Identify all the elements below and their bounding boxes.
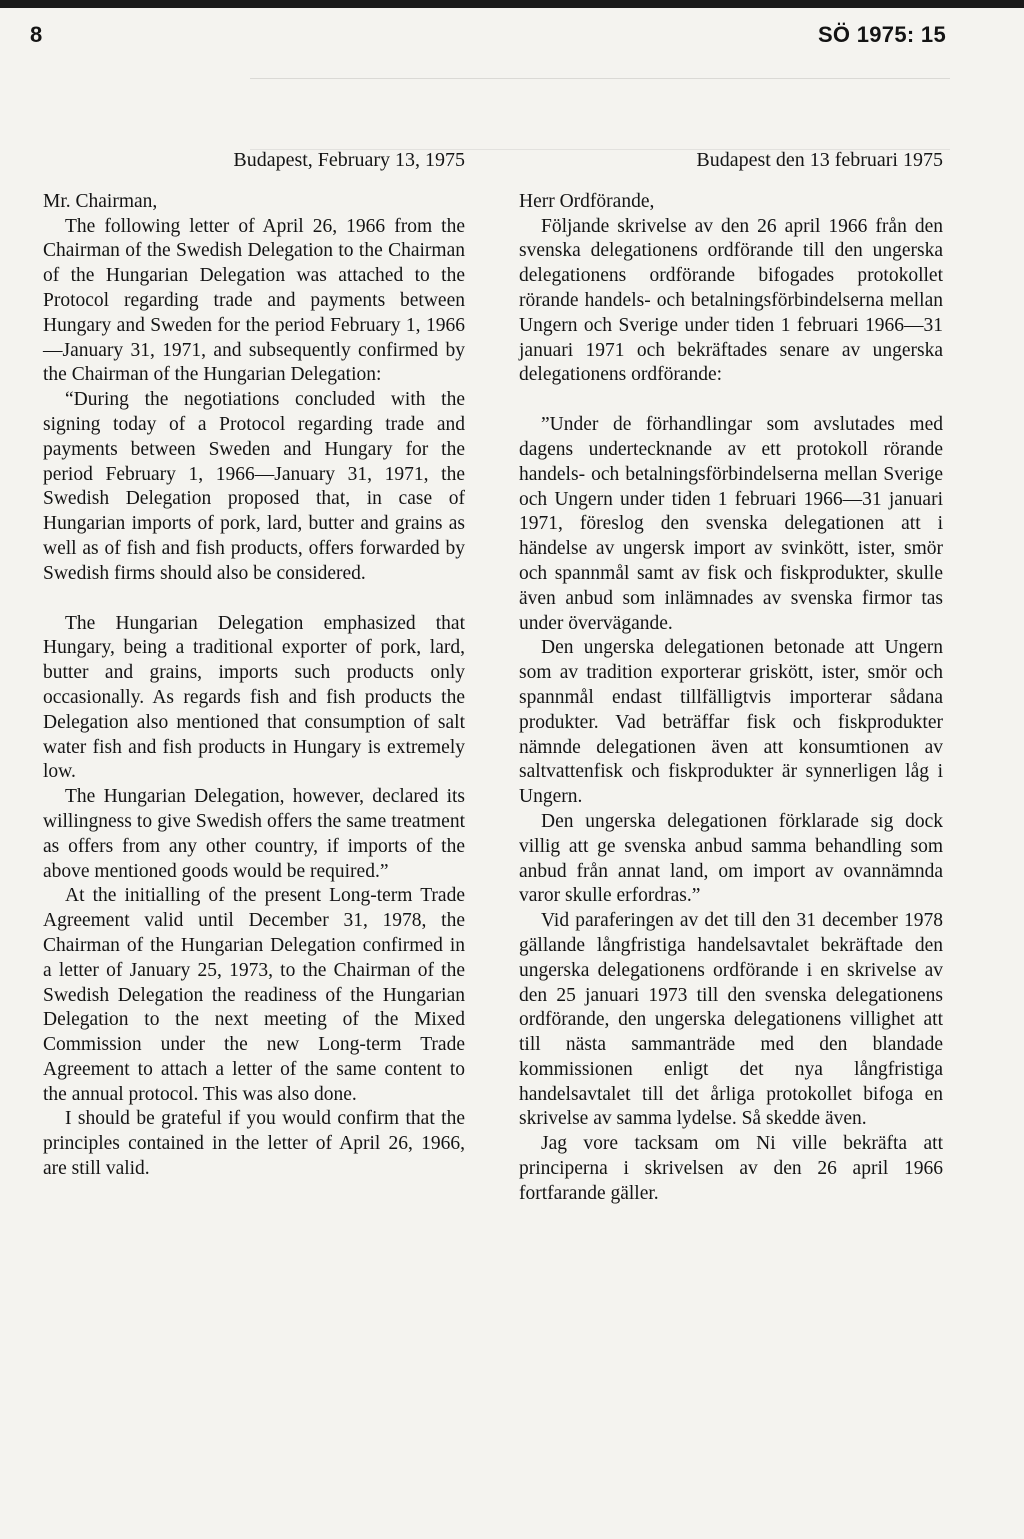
paragraph-gap <box>43 587 465 612</box>
english-closing-paragraph: I should be grateful if you would confirm that the principles contained in the letter of April 26, 1966, are still valid. <box>43 1108 465 1180</box>
english-salutation: Mr. Chairman, <box>43 190 158 212</box>
swedish-dateline: Budapest den 13 februari 1975 <box>696 149 943 171</box>
english-quoted-paragraph: “During the negotiations concluded with the signing today of a Protocol regarding trade and payments between Sweden and Hungary for the period February 1, 1966—January 31, 1971, the Swedish Delegation proposed that, in case of Hungarian imports of pork, lard, butter and grains as well as of fish and fish products, offers forwarded by Swedish firms should also be considered. <box>43 389 465 584</box>
english-quoted-paragraph: The Hungarian Delegation emphasized that Hungary, being a traditional exporter of pork, lard, butter and grains, imports such products only occasionally. As regards fish and fish products the Delegation also mentioned that consumption of salt water fish and fish products in Hungary is extremely low. <box>43 612 465 783</box>
swedish-quoted-paragraph: Den ungerska delegationen betonade att Ungern som av tradition exporterar griskött, ister, smör och spannmål endast tillfälligtvis importerar sådana produkter. Vad beträffar fisk och fiskprodukter nämnde delegationen även att konsumtionen av saltvattenfisk och fiskprodukter är synnerligen låg i Ungern. <box>519 637 943 808</box>
top-border-rule <box>0 0 1024 8</box>
swedish-paragraph: Vid paraferingen av det till den 31 december 1978 gällande långfristiga handelsavtalet bekräftade den ungerska delegationens ordförande i en skrivelse av den 25 januari 1973 till den svenska delegationens ordförande, den ungerska delegationens villighet att till nästa sammanträde med den blandade kommissionen enligt det nya långfristiga handelsavtalet till det årliga protokollet bifoga en skrivelse av samma lydelse. Så skedde även. <box>519 910 943 1130</box>
english-dateline: Budapest, February 13, 1975 <box>233 149 465 171</box>
english-quoted-paragraph: The Hungarian Delegation, however, declared its willingness to give Swedish offers the same treatment as offers from any other country, if imports of the above mentioned goods would be required.” <box>43 786 465 882</box>
swedish-paragraph: Följande skrivelse av den 26 april 1966 från den svenska delegationens ordförande till den ungerska delegationens ordförande bifogades protokollet rörande handels- och betalningsförbindelserna mellan Ungern och Sverige under tiden 1 februari 1966—31 januari 1971 och bekräftades senare av ungerska delegationens ordförande: <box>519 215 943 386</box>
document-reference: SÖ 1975: 15 <box>817 22 946 47</box>
show-through-artifact <box>250 78 950 150</box>
swedish-salutation: Herr Ordförande, <box>519 190 655 212</box>
swedish-quoted-paragraph: ”Under de förhandlingar som avslutades med dagens undertecknande av ett protokoll rörande handels- och betalningsförbindelserna mellan Sverige och Ungern under tiden 1 februari 1966—31 januari 1971, föreslog den svenska delegationen att i händelse av ungersk import av svinkött, ister, smör och spannmål samt av fisk och fiskprodukter, skulle även anbud som inlämnades av svenska firmor tas under övervägande. <box>519 414 943 634</box>
page-number: 8 <box>30 22 43 47</box>
swedish-quoted-paragraph: Den ungerska delegationen förklarade sig dock villig att ge svenska anbud samma behandling som anbud från annat land, om import av ovannämnda varor skulle erfordras.” <box>519 810 943 907</box>
paragraph-gap <box>519 388 943 413</box>
swedish-closing-paragraph: Jag vore tacksam om Ni ville bekräfta att principerna i skrivelsen av den 26 april 1966 fortfarande gäller. <box>519 1133 943 1204</box>
english-paragraph: At the initialling of the present Long-term Trade Agreement valid until December 31, 1978, the Chairman of the Hungarian Delegation confirmed in a letter of January 25, 1973, to the Chairman of the Swedish Delegation the readiness of the Hungarian Delegation to the next meeting of the Mixed Commission under the new Long-term Trade Agreement to attach a letter of the same content to the annual protocol. This was also done. <box>43 885 465 1105</box>
swedish-column <box>519 148 943 1207</box>
english-paragraph: The following letter of April 26, 1966 from the Chairman of the Swedish Delegation to the Chairman of the Hungarian Delegation was attached to the Protocol regarding trade and payments between Hungary and Sweden for the period February 1, 1966—January 31, 1971, and subsequently confirmed by the Chairman of the Hungarian Delegation: <box>43 215 465 386</box>
english-column <box>43 148 465 1182</box>
